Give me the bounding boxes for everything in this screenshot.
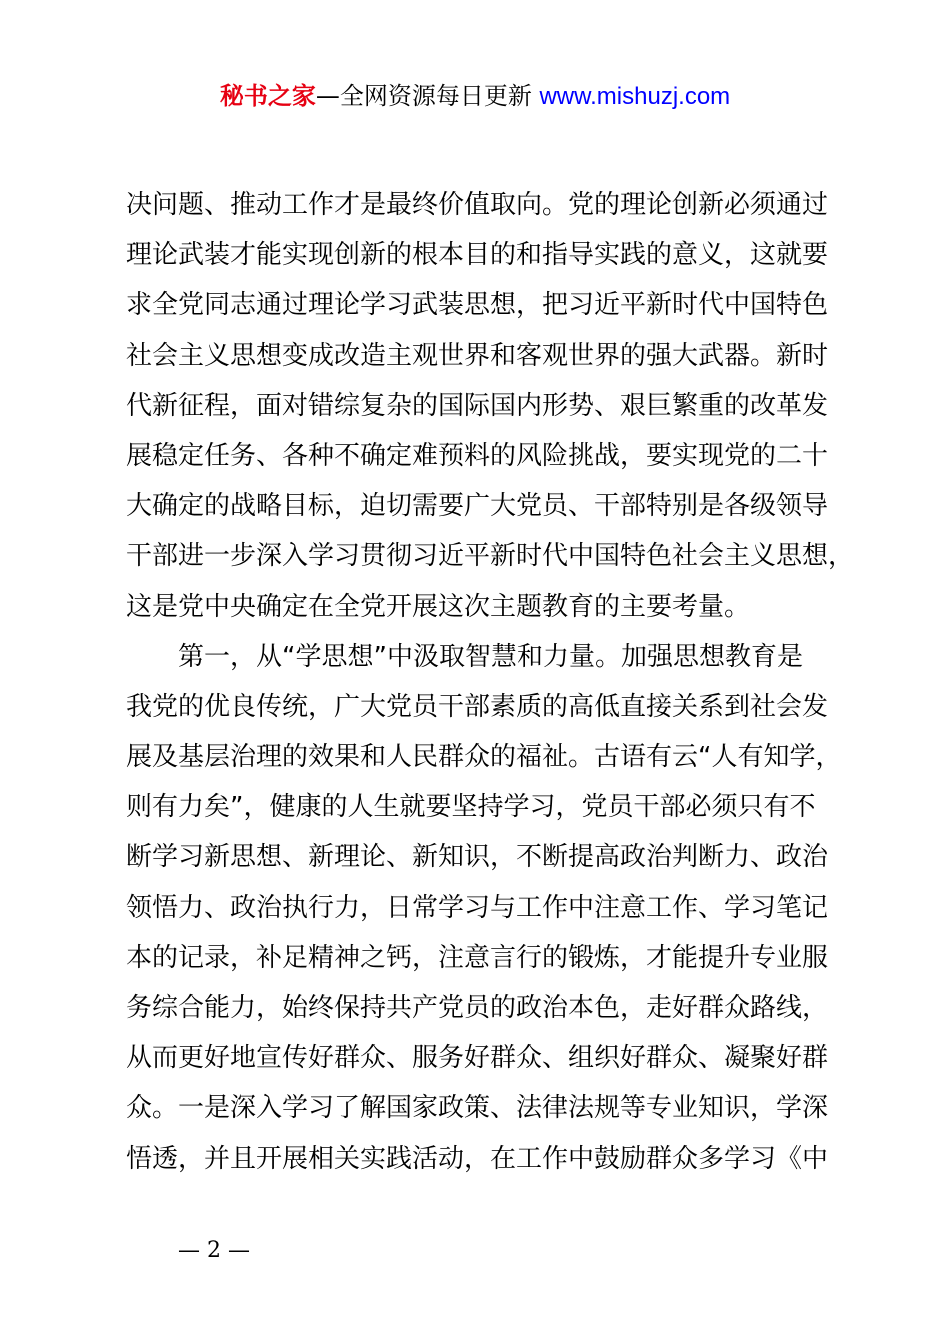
text-line: 从而更好地宣传好群众、服务好群众、组织好群众、凝聚好群 — [126, 1043, 829, 1074]
document-body — [126, 180, 855, 1184]
text-line: 代新征程，面对错综复杂的国际国内形势、艰巨繁重的改革发 — [126, 390, 829, 421]
text-line: 我党的优良传统，广大党员干部素质的高低直接关系到社会发 — [126, 691, 829, 722]
text-line: 悟透，并且开展相关实践活动，在工作中鼓励群众多学习《中 — [126, 1143, 829, 1174]
page-header — [0, 78, 950, 115]
text-line: 本的记录，补足精神之钙，注意言行的锻炼，才能提升专业服 — [126, 942, 829, 973]
text-line: 众。一是深入学习了解国家政策、法律法规等专业知识，学深 — [126, 1093, 829, 1124]
site-url: www.mishuzj.com — [539, 83, 731, 110]
text-line: 断学习新思想、新理论、新知识，不断提高政治判断力、政治 — [126, 842, 829, 873]
text-line: 务综合能力，始终保持共产党员的政治本色，走好群众路线， — [126, 993, 829, 1023]
text-line: 社会主义思想变成改造主观世界和客观世界的强大武器。新时 — [126, 340, 829, 371]
text-line: 求全党同志通过理论学习武装思想，把习近平新时代中国特色 — [126, 290, 829, 321]
text-line: 大确定的战略目标，迫切需要广大党员、干部特别是各级领导 — [126, 491, 829, 522]
text-line: 理论武装才能实现创新的根本目的和指导实践的意义，这就要 — [126, 240, 829, 271]
text-line: 则有力矣”，健康的人生就要坚持学习，党员干部必须只有不 — [126, 792, 816, 823]
text-line: 这是党中央确定在全党开展这次主题教育的主要考量。 — [126, 591, 751, 622]
paragraph-start-line: 第一，从“学思想”中汲取智慧和力量。加强思想教育是 — [178, 641, 803, 672]
text-line: 干部进一步深入学习贯彻习近平新时代中国特色社会主义思想， — [126, 541, 855, 572]
text-line: 展及基层治理的效果和人民群众的福祉。古语有云“人有知学， — [126, 742, 842, 773]
page-number: — 2 — — [178, 1238, 250, 1263]
text-line: 决问题、推动工作才是最终价值取向。党的理论创新必须通过 — [126, 190, 829, 220]
brand-name: 秘书之家 — [219, 82, 316, 110]
header-tagline: —全网资源每日更新 — [315, 82, 540, 110]
text-line: 展稳定任务、各种不确定难预料的风险挑战，要实现党的二十 — [126, 440, 829, 471]
text-line: 领悟力、政治执行力，日常学习与工作中注意工作、学习笔记 — [126, 892, 829, 923]
